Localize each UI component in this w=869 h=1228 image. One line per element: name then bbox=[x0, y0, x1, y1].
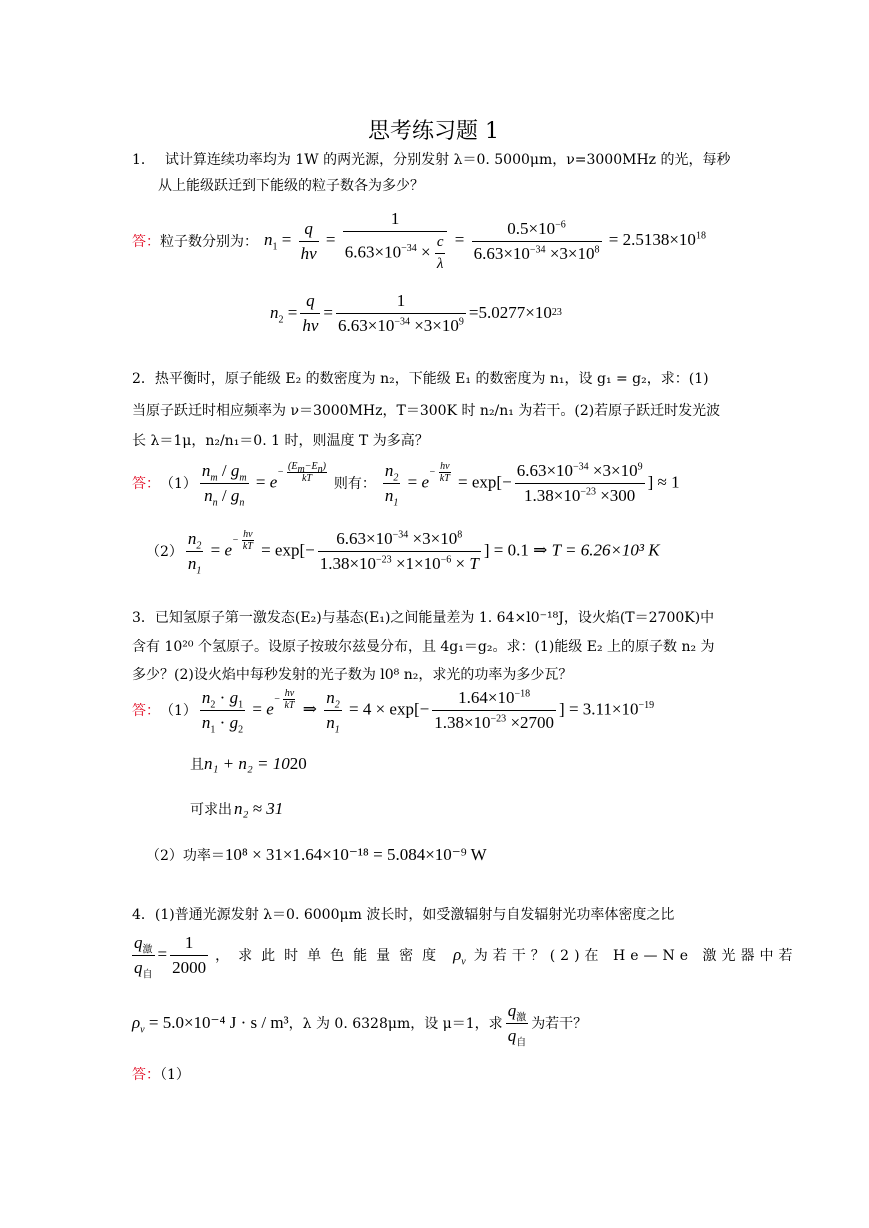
q1-text: 试计算连续功率均为 1W 的两光源，分别发射 λ＝0. 5000μm，ν=3000MHz 的光，每秒 bbox=[164, 152, 731, 168]
q3-part1-label: （1） bbox=[160, 703, 197, 719]
page-title: 思考练习题 1 bbox=[368, 119, 499, 144]
q2-ratio-formula: $\frac{n_2}{n_1}$ = $e^{- \frac{h\nu}{kT}}$ = exp[− $\frac{6.63\times 10^{-34} \times 3\times 10^9}{1.38\times 10^{-23} \times 300}$ ] ≈ 1 bbox=[384, 460, 680, 508]
q3-power-line bbox=[146, 845, 487, 865]
q4-line3: $\rho_\nu = 5.0\times 10^{-4}$ J · s / m³ ，λ 为 0. 6328μm，设 μ＝1，求 $\frac{q_激}{q_自}$ 为若干？ bbox=[132, 1000, 588, 1048]
q3-sum: n₁ + n₂ = 10 bbox=[204, 754, 290, 773]
q3-solve: 可求出 bbox=[190, 802, 232, 818]
q3-answer-part1 bbox=[132, 682, 654, 738]
q4-mid-text2: 为若干？(2)在 He—Ne 激光器中若 bbox=[473, 948, 798, 964]
q1-number: 1． bbox=[132, 152, 155, 168]
q3-ratio-result: 3.11×10 bbox=[582, 698, 639, 718]
answer-label: 答： bbox=[132, 476, 160, 492]
q2-answer-part2 bbox=[146, 523, 660, 579]
q3-n2-approx: n₂ ≈ 31 bbox=[234, 799, 284, 818]
q3-solve-line bbox=[190, 799, 283, 819]
q3-ratio-formula: $\frac{n_2 \cdot g_1}{n_1 \cdot g_2}$ = $e^{- \frac{h\nu}{kT}}$ ⇒ $\frac{n_2}{n_1}$ = 4 × exp[− $\frac{1.64\times 10^{-18}}{1.38\times 10^{-23} \times 2700}$ ] = $3.11\times 10^{-19}$ bbox=[201, 687, 655, 735]
q2-approx-result: ≈ 1 bbox=[657, 471, 680, 491]
q3-ratio-exp: −19 bbox=[638, 699, 655, 711]
q3-and: 且 bbox=[190, 757, 204, 773]
q3-line1: 3．已知氢原子第一激发态(E₂)与基态(E₁)之间能量差为 1. 64×l0⁻¹⁸J，设火焰(T＝2700K)中 bbox=[132, 610, 715, 626]
q4-line3b: 为若干？ bbox=[531, 1016, 588, 1032]
n2-formula: $n_2$ = $\frac{q}{h\nu}$ = $\frac{1}{6.63\times 10^{-34} \times 3\times 10^9}$ = 5.0277×10 23 bbox=[270, 290, 562, 335]
q4-line2: $\frac{q_激}{q_自}$ = $\frac{1}{2000}$ ，求此时单色能量密度 $\rho_\nu$ 为若干？(2)在 He—Ne 激光器中若 bbox=[134, 932, 798, 980]
q4-ratio: $\frac{q_激}{q_自}$ = $\frac{1}{2000}$ bbox=[134, 932, 207, 980]
q3-line3: 多少？(2)设火焰中每秒发射的光子数为 l0⁸ n₂，求光的功率为多少瓦？ bbox=[132, 667, 573, 683]
q1-answer-intro: 粒子数分别为： bbox=[160, 234, 258, 250]
q4-mid-text: ，求此时单色能量密度 bbox=[215, 948, 446, 964]
q4-line3a: ，λ 为 0. 6328μm，设 μ＝1，求 bbox=[288, 1016, 503, 1032]
q4-ratio-2: $\frac{q_激}{q_自}$ bbox=[507, 1000, 527, 1048]
q3-power-label: （2）功率＝ bbox=[146, 848, 225, 864]
q4-sub-excited-2: 激 bbox=[516, 1011, 527, 1023]
q3-line2: 含有 10²⁰ 个氢原子。设原子按玻尔兹曼分布，且 4g₁＝g₂。求：(1)能级 E₂ 上的原子数 n₂ 为 bbox=[132, 639, 715, 655]
q2-line3: 长 λ＝1μ，n₂/n₁＝0. 1 时，则温度 T 为多高？ bbox=[132, 433, 429, 449]
q4-answer-label: （1） bbox=[160, 1067, 190, 1083]
n1-result: 2.5138×10 bbox=[622, 229, 696, 249]
answer-label: 答： bbox=[132, 1067, 160, 1083]
q2-line1: 2．热平衡时，原子能级 E₂ 的数密度为 n₂，下能级 E₁ 的数密度为 n₁，设 g₁ = g₂，求：(1) bbox=[132, 371, 709, 387]
n2-result: 5.0277×10 bbox=[478, 303, 552, 322]
q4-sub-spont: 自 bbox=[142, 968, 153, 980]
q1-line2: 从上能级跃迁到下能级的粒子数各为多少？ bbox=[158, 178, 424, 194]
q4-sub-spont-2: 自 bbox=[516, 1036, 527, 1048]
q4-ratio-den: 2000 bbox=[172, 957, 207, 977]
q2-temperature-result: T = 6.26×10³ K bbox=[551, 539, 660, 559]
answer-label: 答： bbox=[132, 703, 160, 719]
q2-then-have: 则有： bbox=[333, 476, 376, 492]
q2-line2: 当原子跃迁时相应频率为 ν＝3000MHz，T＝300K 时 n₂/n₁ 为若干。(2)若原子跃迁时发光波 bbox=[132, 403, 721, 419]
n1-formula: $n_1$ = $\frac{q}{h\nu}$ = 1 $6.63\times 10^{-34}$ × $\frac{c}{\lambda}$ = $\frac{0.5\times 10^{-6}}{6.63\times 10^{-34} \times 3\times 10^8}$ = $2.5138\times 10^{18}$ bbox=[264, 209, 706, 272]
boltzmann-ratio: $\frac{n_m / g_m}{n_n / g_n}$ = $e^{- \frac{(E_m-E_n)}{kT}}$ bbox=[201, 460, 326, 508]
q4-sub-excited: 激 bbox=[142, 943, 153, 955]
q4-line1: 4．(1)普通光源发射 λ＝0. 6000μm 波长时，如受激辐射与自发辐射光功率体密度之比 bbox=[132, 907, 675, 923]
q3-sum-line: 且 n₁ + n₂ = 10 20 bbox=[190, 754, 307, 773]
q4-rho-value: = 5.0×10⁻⁴ J · s / m³ bbox=[148, 1013, 289, 1032]
q2-answer-part1 bbox=[132, 455, 680, 511]
q4-answer bbox=[132, 1059, 190, 1091]
answer-label: 答： bbox=[132, 234, 160, 250]
q2-temperature-formula: $\frac{n_2}{n_1}$ = $e^{- \frac{h\nu}{kT}}$ = exp[− $\frac{6.63\times 10^{-34} \times 3\times 10^8}{1.38\times 10^{-23} \times 1\times 10^{-6} \times T}$ ] = 0.1 ⇒ T = 6.26×10³ K bbox=[187, 528, 660, 576]
q2-part2-label: （2） bbox=[146, 544, 183, 560]
q1-answer-n1 bbox=[132, 208, 706, 274]
q2-part1-label: （1） bbox=[160, 476, 197, 492]
n1-result-exp: 18 bbox=[695, 230, 706, 242]
q3-power-expr: 10⁸ × 31×1.64×10⁻¹⁸ = 5.084×10⁻⁹ W bbox=[224, 845, 487, 864]
